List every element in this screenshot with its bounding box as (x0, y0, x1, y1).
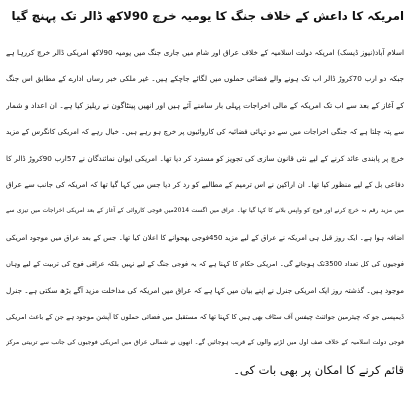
article-line: جبکہ دو ارب 70کروڑ ڈالر اب تک ہونے والے فضائی حملوں میں لگائے جاچکے ہیں۔ غیر ملکی خبر رساں ادارے کے مطابق اس جنگ (6, 74, 404, 84)
article-line: خرچ پر پابندی عائد کرنے کے لیے نئی قانون سازی کی تجویز کو مسترد کر دیا تھا۔ امریکی ایوان نمائندگان نے 57ارب 90کروڑ ڈالر کا (6, 153, 404, 163)
article-line: موجود ہیں۔ گذشتہ روز ایک امریکی جنرل نے اپنے بیان میں کہا ہے کہ عراق میں امریکہ کی مداخلت مزید آگے بڑھ سکتی ہے۔ جنرل (6, 285, 404, 295)
article-body (6, 40, 404, 383)
article-headline: امریکہ کا داعش کے خلاف جنگ کا یومیہ خرچ 90لاکھ ڈالر تک پہنچ گیا (11, 9, 404, 23)
article-line: میں مزید رقم نہ خرچ کرنے اور فوج کو واپس بلانے کا کہا گیا تھا۔ عراق میں اگست 2014میں فوجی کاروائی کے آغاز کے بعد امریکی اخراجات میں تیزی سے (6, 207, 404, 215)
article-line: کے آغاز کے بعد سے اب تک امریکہ کے مالی اخراجات پہلی بار سامنے آئے ہیں اور انھیں پینٹاگون نے ریلیز کیا ہے۔ ان اعداد و شمار (6, 100, 404, 110)
article-line: اسلام آباد(نیوز ڈیسک) امریکہ دولت اسلامیہ کے خلاف عراق اور شام میں جاری جنگ میں یومیہ 90لاکھ امریکی ڈالر خرچ کررہا ہے (6, 48, 404, 57)
article-line: سے پتہ چلتا ہے کہ جنگی اخراجات میں سے دو تہائی فضائیہ کی کاروائیوں پر خرچ ہو رہے ہیں۔ خیال رہے کہ امریکی کانگرس کے مزید (6, 128, 404, 137)
article-line: اضافہ ہوا ہے۔ ایک روز قبل ہی امریکہ نے عراق کے لیے مزید 450فوجی بھجوانے کا اعلان کیا تھا۔ جس کے بعد عراق میں موجود امریکی (6, 233, 404, 242)
article-line: فوجیوں کی کل تعداد 3500تک ہوجائے گی۔ امریکی حکام کا کہنا ہے کہ یہ فوجی جنگ کے لیے نہیں بلکہ عراقی فوج کی تربیت کے لیے وہاں (6, 260, 404, 269)
article-line: فوجی دولت اسلامیہ کے خلاف صف اول میں لڑنے والوں کے قریب ہوجائیں گے۔ انھوں نے شمالی عراق میں امریکی فوجیوں کی جانب سے تربیتی مرکز (6, 339, 404, 347)
article-line: دفاعی بل کے لیے منظور کیا تھا۔ ان اراکین نے اس ترمیم کے مطالبے کو رد کر دیا جس میں کہا گیا تھا کہ امریکہ کی جانب سے عراق (6, 179, 404, 189)
article-line-last: قائم کرنے کا امکان پر بھی بات کی۔ (233, 362, 404, 377)
article-line: ڈیمپسی جو کہ چیئرمین جوائنٹ چیفس آف سٹاف بھی ہیں کا کہنا تھا کہ مستقبل میں فضائی حملوں کا آپشن موجود ہے جن کے باعث امریکی (6, 312, 404, 321)
